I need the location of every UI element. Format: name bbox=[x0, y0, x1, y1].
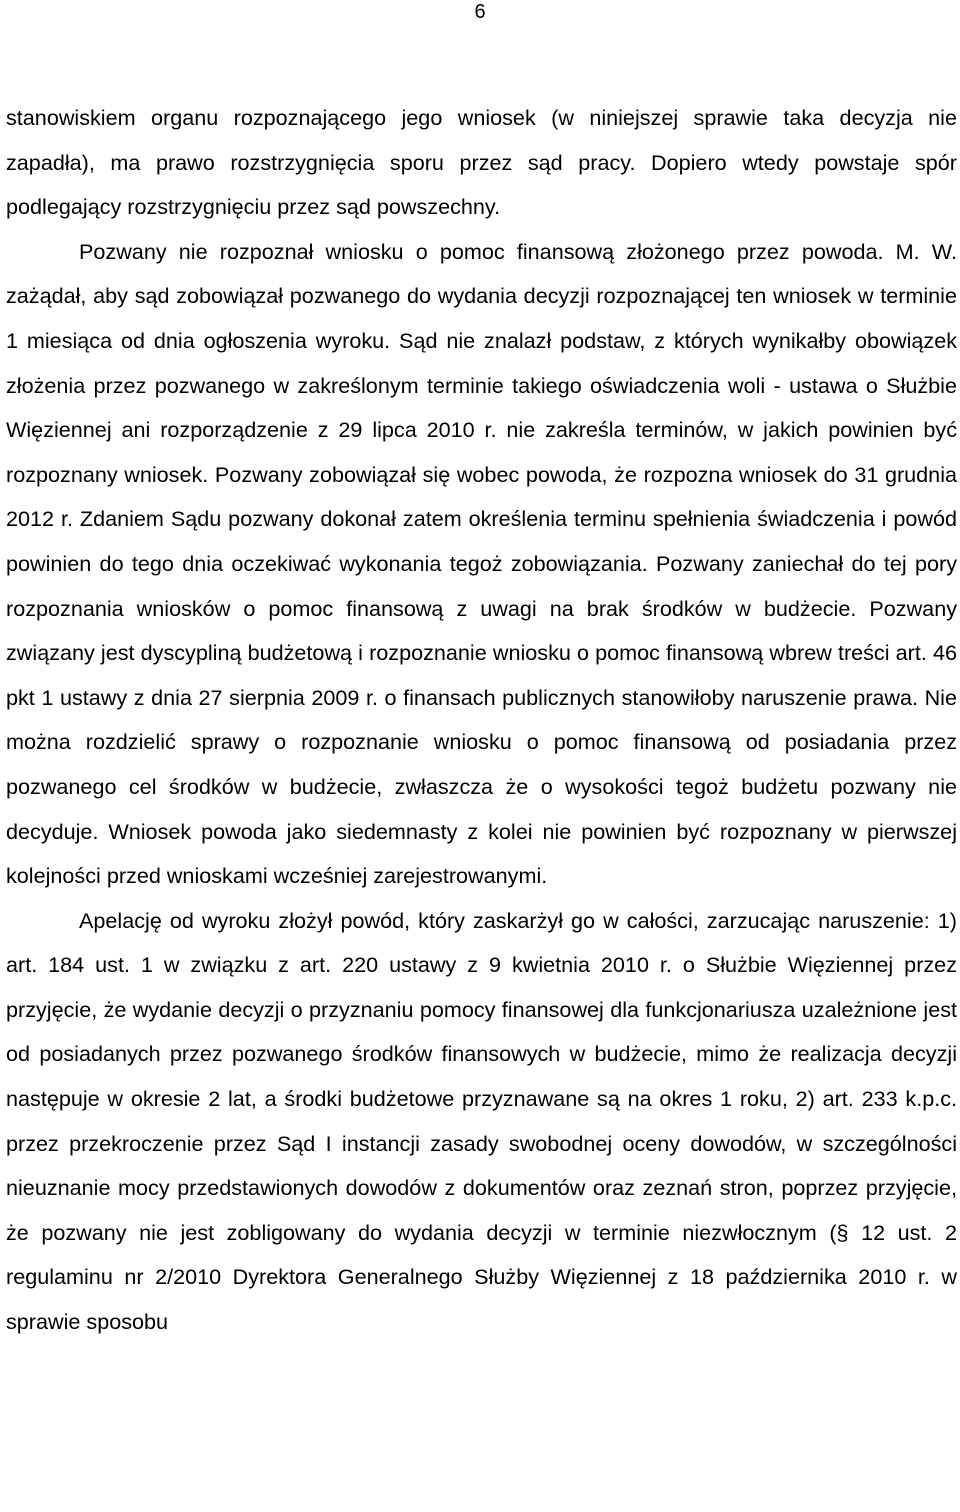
page-number: 6 bbox=[474, 1, 486, 23]
document-body bbox=[6, 96, 957, 1345]
paragraph-3: Apelację od wyroku złożył powód, który zaskarżył go w całości, zarzucając naruszenie: 1) art. 184 ust. 1 w związku z art. 220 ustawy z 9 kwietnia 2010 r. o Służbie Więziennej przez przyjęcie, że wydanie decyzji o przyznaniu pomocy finansowej dla funkcjonariusza uzależnione jest od posiadanych przez pozwanego środków finansowych w budżecie, mimo że realizacja decyzji następuje w okresie 2 lat, a środki budżetowe przyznawane są na okres 1 roku, 2) art. 233 k.p.c. przez przekroczenie przez Sąd I instancji zasady swobodnej oceny dowodów, w szczególności nieuznanie mocy przedstawionych dowodów z dokumentów oraz zeznań stron, poprzez przyjęcie, że pozwany nie jest zobligowany do wydania decyzji w terminie niezwłocznym (§ 12 ust. 2 regulaminu nr 2/2010 Dyrektora Generalnego Służby Więziennej z 18 października 2010 r. w sprawie sposobu bbox=[6, 907, 957, 1335]
paragraph-1: stanowiskiem organu rozpoznającego jego wniosek (w niniejszej sprawie taka decyzja nie zapadła), ma prawo rozstrzygnięcia sporu przez sąd pracy. Dopiero wtedy powstaje spór podlegający rozstrzygnięciu przez sąd powszechny. bbox=[6, 105, 957, 220]
paragraph-2: Pozwany nie rozpoznał wniosku o pomoc finansową złożonego przez powoda. M. W. zażądał, aby sąd zobowiązał pozwanego do wydania decyzji rozpoznającej ten wniosek w terminie 1 miesiąca od dnia ogłoszenia wyroku. Sąd nie znalazł podstaw, z których wynikałby obowiązek złożenia przez pozwanego w zakreślonym terminie takiego oświadczenia woli - ustawa o Służbie Więziennej ani rozporządzenie z 29 lipca 2010 r. nie zakreśla terminów, w jakich powinien być rozpoznany wniosek. Pozwany zobowiązał się wobec powoda, że rozpozna wniosek do 31 grudnia 2012 r. Zdaniem Sądu pozwany dokonał zatem określenia terminu spełnienia świadczenia i powód powinien do tego dnia oczekiwać wykonania tegoż zobowiązania. Pozwany zaniechał do tej pory rozpoznania wniosków o pomoc finansową z uwagi na brak środków w budżecie. Pozwany związany jest dyscypliną budżetową i rozpoznanie wniosku o pomoc finansową wbrew treści art. 46 pkt 1 ustawy z dnia 27 sierpnia 2009 r. o finansach publicznych stanowiłoby naruszenie prawa. Nie można rozdzielić sprawy o rozpoznanie wniosku o pomoc finansową od posiadania przez pozwanego cel środków w budżecie, zwłaszcza że o wysokości tegoż budżetu pozwany nie decyduje. Wniosek powoda jako siedemnasty z kolei nie powinien być rozpoznany w pierwszej kolejności przed wnioskami wcześniej zarejestrowanymi. bbox=[6, 238, 957, 889]
